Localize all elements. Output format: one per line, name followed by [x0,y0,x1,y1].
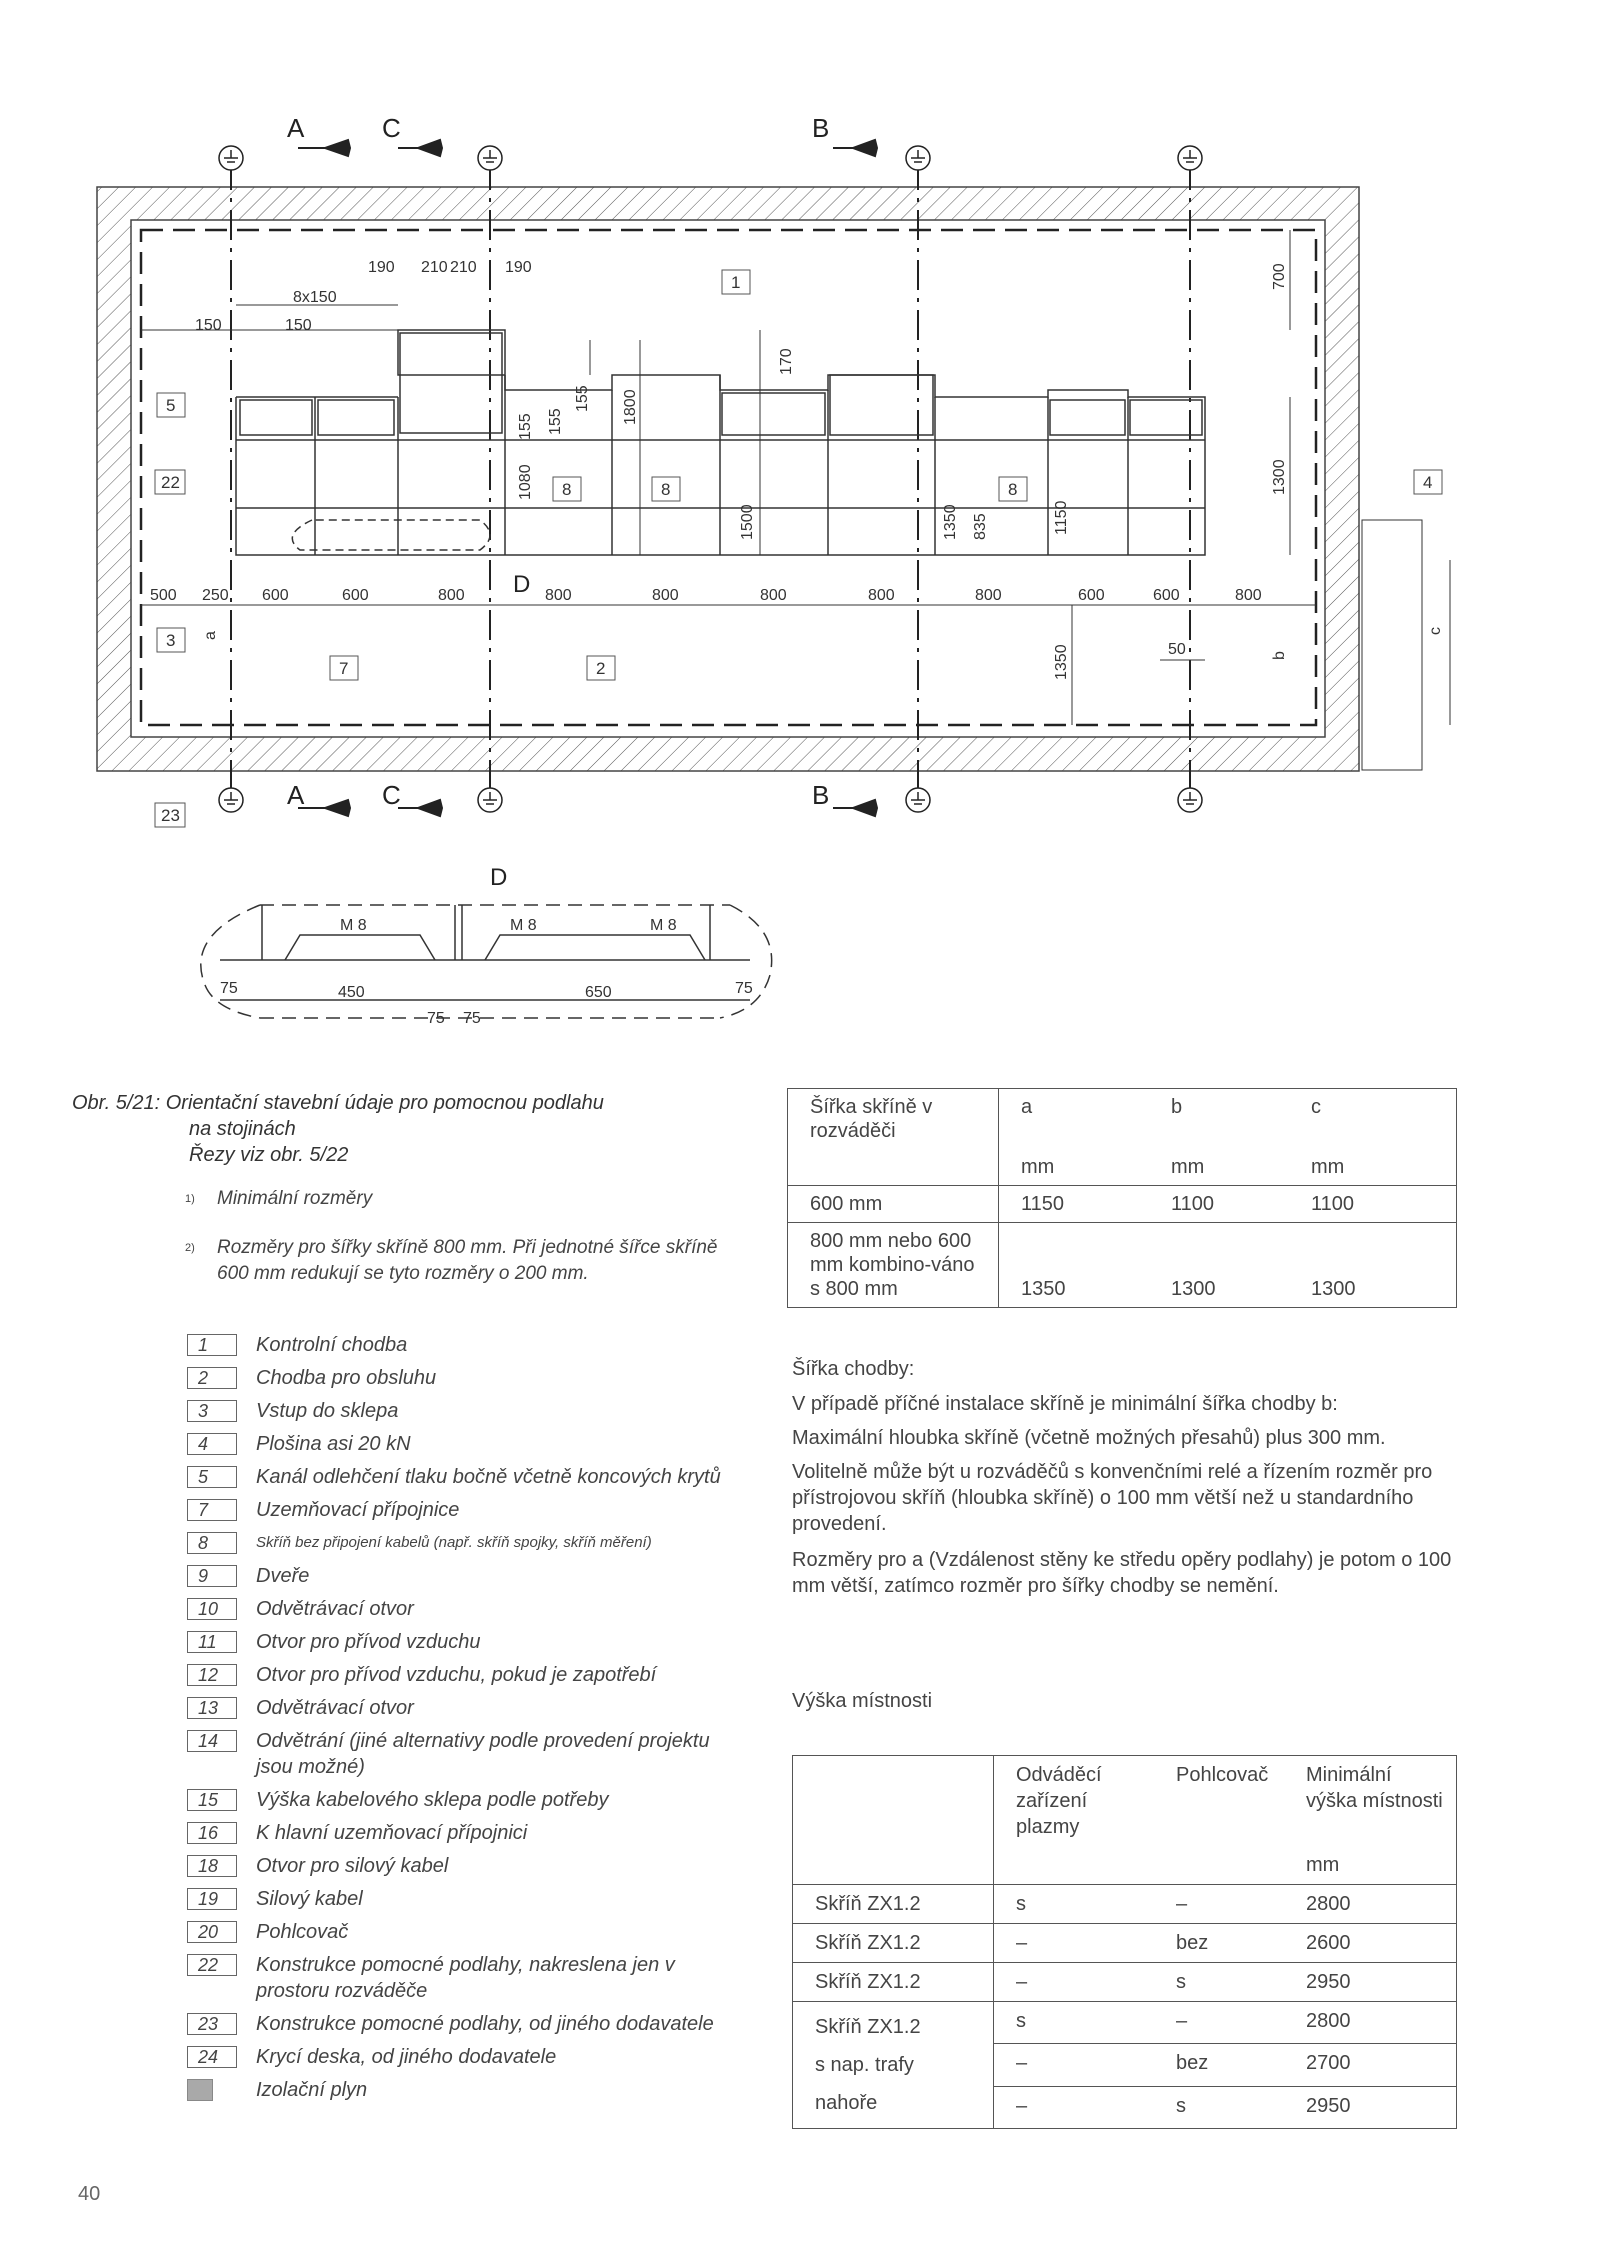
dim-label: 170 [778,348,795,375]
table-cell: – [994,1963,1155,2002]
section-label-a: A [287,113,305,143]
caption-line: na stojinách [189,1118,296,1140]
dim-label: a [202,631,219,640]
legend-item [187,1695,747,1721]
item-box-label: 23 [161,806,180,825]
legend-number: 13 [187,1697,237,1719]
item-box-label: 1 [731,273,741,292]
legend-number: 24 [187,2046,237,2068]
table-cell [793,1846,994,1885]
section-label-b: B [812,113,830,143]
item-box-label: 8 [661,480,671,499]
legend-text: Konstrukce pomocné podlahy, nakreslena jen v prostoru rozváděče [256,1954,675,2002]
legend-number: 18 [187,1855,237,1877]
dim-label: 1300 [1271,459,1288,495]
legend-number: 12 [187,1664,237,1686]
legend-text: Skříň bez připojení kabelů (např. skříň spojky, skříň měření) [256,1534,652,1551]
legend-item [187,1431,747,1457]
caption-line: Řezy viz obr. 5/22 [189,1144,349,1166]
table-cell: 1350 [999,1223,1150,1308]
table-cell: 2950 [1284,1963,1457,2002]
legend-item [187,1662,747,1688]
detail-label: M 8 [650,917,677,934]
dim-label: 190 [368,259,395,276]
legend-text: K hlavní uzemňovací přípojnici [256,1822,528,1844]
item-box-label: 2 [596,659,606,678]
legend-text: Kontrolní chodba [256,1334,408,1356]
section-label-a: A [287,780,305,810]
dim-label: 210 [450,259,477,276]
legend-number: 15 [187,1789,237,1811]
dim-label: 1150 [1053,500,1070,535]
legend-number: 8 [187,1532,237,1554]
legend-item [187,1952,747,2004]
dim-label: 800 [760,587,787,604]
page-number: 40 [78,2183,101,2205]
table-cell: 1150 [999,1186,1150,1223]
table-unit-cell: mm [1171,1156,1205,1178]
legend-text: Plošina asi 20 kN [256,1433,411,1455]
table-cell: s [994,2002,1155,2044]
table-cell: 1300 [1149,1223,1289,1308]
legend-text: Dveře [256,1565,310,1587]
dim-label: 155 [574,385,591,412]
paragraph: V případě příčné instalace skříně je minimální šířka chodby b: [792,1393,1338,1415]
dim-label: 250 [202,587,229,604]
legend-number: 19 [187,1888,237,1910]
legend-text: Chodba pro obsluhu [256,1367,437,1389]
group-label-line: nahoře [815,2092,878,2114]
footnote [185,1186,745,1212]
dim-label: 155 [547,408,564,435]
floor-plan-drawing [0,0,1600,1060]
table-header-cell: Minimální výška místnosti [1306,1764,1443,1812]
table-cell: Skříň ZX1.2 [793,1924,994,1963]
legend-text: Odvětrávací otvor [256,1598,414,1620]
section-label-b: B [812,780,830,810]
legend-text: Otvor pro přívod vzduchu, pokud je zapotřebí [256,1664,657,1686]
table-cell: 600 mm [788,1186,999,1223]
table-cell: s [994,1885,1155,1924]
table-cell: 2600 [1284,1924,1457,1963]
legend-item [187,1497,747,1523]
legend-number: 23 [187,2013,237,2035]
paragraph: Maximální hloubka skříně (včetně možných přesahů) plus 300 mm. [792,1427,1386,1449]
legend-number: 7 [187,1499,237,1521]
legend-number: 5 [187,1466,237,1488]
detail-label: M 8 [510,917,537,934]
dim-label: 800 [975,587,1002,604]
section-label-c: C [382,113,401,143]
table-cell: bez [1154,2044,1284,2086]
detail-label: 75 [735,980,753,997]
table-cell: s [1154,1963,1284,2002]
legend-text: Kanál odlehčení tlaku bočně včetně koncových krytů [256,1466,721,1488]
legend-item [187,1563,747,1589]
detail-label: 75 [427,1010,445,1027]
dim-label: 500 [150,587,177,604]
legend-text: Uzemňovací přípojnice [256,1499,460,1521]
dim-label: 190 [505,259,532,276]
table-unit-cell: mm [1306,1854,1340,1876]
legend-item [187,2077,747,2103]
detail-label: 450 [338,984,365,1001]
table-cell: – [1154,1885,1284,1924]
legend-text: Otvor pro silový kabel [256,1855,449,1877]
table-header-cell: Pohlcovač [1176,1764,1269,1786]
table-cell [1154,1846,1284,1885]
legend-text: Otvor pro přívod vzduchu [256,1631,481,1653]
room-height-title: Výška místnosti [792,1690,933,1712]
item-box-label: 22 [161,473,180,492]
dim-label: 800 [1235,587,1262,604]
legend-number: 4 [187,1433,237,1455]
dim-label: 150 [195,317,222,334]
item-box-label: 5 [166,396,176,415]
paragraph: Šířka chodby: [792,1358,915,1380]
legend-number: 10 [187,1598,237,1620]
legend-number: 2 [187,1367,237,1389]
table-cell: 2800 [1284,2002,1457,2044]
item-box-label: 7 [339,659,349,678]
dim-label: 600 [262,587,289,604]
table-cell: – [1154,2002,1284,2044]
group-label-line: s nap. trafy [815,2054,914,2076]
legend-item [187,1820,747,1846]
group-label-line: Skříň ZX1.2 [815,2016,921,2038]
table-group-label [793,2002,994,2129]
table-header-cell: Šířka skříně v rozváděči [788,1089,999,1150]
table-cell: 1300 [1289,1223,1457,1308]
dim-label: 1800 [622,389,639,425]
footnote-mark: 2) [185,1242,195,1254]
dim-label: 800 [438,587,465,604]
item-box-label: 3 [166,631,176,650]
legend-number: 16 [187,1822,237,1844]
figure-caption [72,1090,604,1168]
legend-item [187,1464,747,1490]
table-cell: 2950 [1284,2086,1457,2128]
table-cell [994,1846,1155,1885]
legend-number: 11 [187,1631,237,1653]
table-header-cell: a [1021,1096,1033,1118]
room-height-table [792,1755,1457,2129]
dim-label: 600 [1153,587,1180,604]
footnote-mark: 1) [185,1193,195,1205]
footnote-text: Rozměry pro šířky skříně 800 mm. Při jednotné šířce skříně 600 mm redukují se tyto rozměry o 200 mm. [217,1237,718,1284]
table-header-cell: c [1311,1096,1321,1118]
legend-text: Konstrukce pomocné podlahy, od jiného dodavatele [256,2013,714,2035]
legend-item [187,1332,747,1358]
table-cell: – [994,2086,1155,2128]
legend-item [187,1787,747,1813]
detail-label: 650 [585,984,612,1001]
table-cell [788,1149,999,1186]
detail-label: M 8 [340,917,367,934]
legend-item [187,1886,747,1912]
footnote [185,1235,745,1287]
legend-item [187,1365,747,1391]
paragraph: Volitelně může být u rozváděčů s konvenčními relé a řízením rozměr pro přístrojovou skříň (hloubka skříně) o 100 mm větší než u standardního provedení. [792,1461,1433,1535]
legend-text: Výška kabelového sklepa podle potřeby [256,1789,609,1811]
table-cell: Skříň ZX1.2 [793,1963,994,2002]
table-cell: – [994,2044,1155,2086]
section-label-c: C [382,780,401,810]
legend-text: Krycí deska, od jiného dodavatele [256,2046,557,2068]
table-cell: bez [1154,1924,1284,1963]
table-cell: 1100 [1149,1186,1289,1223]
table-cell: 2800 [1284,1885,1457,1924]
dim-label: 1500 [739,504,756,540]
table-header-cell: b [1171,1096,1183,1118]
legend-text: Silový kabel [256,1888,363,1910]
legend-item [187,1728,747,1780]
legend-item [187,2011,747,2037]
paragraph: Rozměry pro a (Vzdálenost stěny ke středu opěry podlahy) je potom o 100 mm větší, zatímco rozměr pro šířky chodby se nemění. [792,1549,1452,1597]
dim-label: 600 [1078,587,1105,604]
detail-label: 75 [220,980,238,997]
legend-text: Vstup do sklepa [256,1400,399,1422]
table-unit-cell: mm [1021,1156,1055,1178]
table-cell: s [1154,2086,1284,2128]
caption-line: Obr. 5/21: Orientační stavební údaje pro pomocnou podlahu [72,1092,604,1114]
dim-label: 1350 [942,504,959,540]
table-cell: 1100 [1289,1186,1457,1223]
legend-number: 20 [187,1921,237,1943]
legend-item [187,1853,747,1879]
cabinet-width-table [787,1088,1457,1308]
dim-label: 50 [1168,641,1186,658]
dim-label: 835 [972,513,989,540]
table-cell: 800 mm nebo 600 mm kombino-váno s 800 mm [788,1223,999,1308]
dim-label: 150 [285,317,312,334]
detail-d [201,905,772,1018]
legend-number: 22 [187,1954,237,1976]
table-cell: – [994,1924,1155,1963]
legend-number: 14 [187,1730,237,1752]
legend-item [187,1629,747,1655]
item-box-label: 8 [562,480,572,499]
table-cell: 2700 [1284,2044,1457,2086]
dim-label: 700 [1271,263,1288,290]
legend-text: Odvětrání (jiné alternativy podle provedení projektu jsou možné) [256,1730,710,1778]
legend-text: Odvětrávací otvor [256,1697,414,1719]
legend-item [187,1596,747,1622]
footnote-text: Minimální rozměry [217,1188,373,1209]
detail-label: 75 [463,1010,481,1027]
table-header-cell: Odváděcí zařízení plazmy [1016,1764,1102,1838]
detail-d-title: D [490,864,508,891]
insulating-gas-swatch [187,2079,213,2101]
legend-item [187,1530,747,1556]
dim-label: 800 [545,587,572,604]
dim-label: 800 [868,587,895,604]
dim-label: 800 [652,587,679,604]
table-header-cell [793,1756,994,1847]
legend-number: 9 [187,1565,237,1587]
dim-label: 1350 [1053,644,1070,680]
legend-number: 3 [187,1400,237,1422]
dim-label: 210 [421,259,448,276]
item-box-label: 8 [1008,480,1018,499]
legend-text: Pohlcovač [256,1921,349,1943]
dim-label: 155 [517,413,534,440]
legend-item [187,1919,747,1945]
legend-number: 1 [187,1334,237,1356]
legend-item [187,1398,747,1424]
dim-label: c [1427,627,1444,635]
dim-label: 8x150 [293,289,337,306]
dim-label: 600 [342,587,369,604]
item-box-label: 4 [1423,473,1433,492]
dim-label: 1080 [517,464,534,500]
detail-d-marker: D [513,571,531,598]
legend [187,1332,747,2110]
dim-label: b [1271,651,1288,660]
table-cell: Skříň ZX1.2 [793,1885,994,1924]
legend-item [187,2044,747,2070]
legend-text: Izolační plyn [256,2079,368,2101]
table-unit-cell: mm [1311,1156,1345,1178]
